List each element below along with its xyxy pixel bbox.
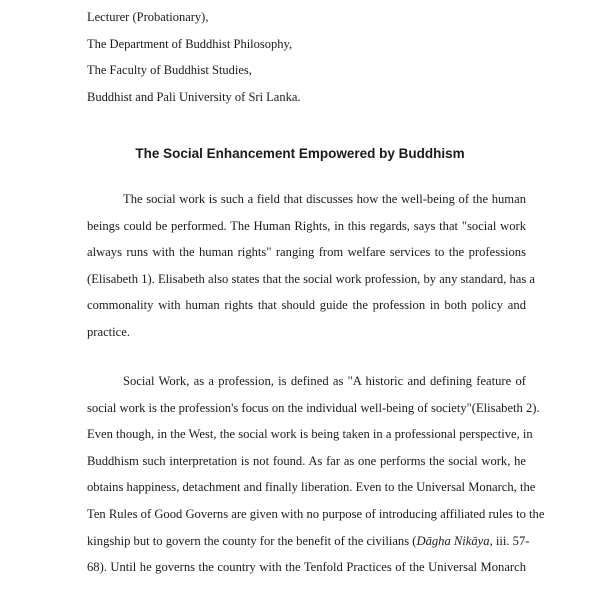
paragraph-line: practice. bbox=[87, 324, 130, 339]
paragraph-line: beings could be performed. The Human Rights, in this regards, says that "social work bbox=[87, 218, 526, 233]
paragraph-line-with-citation bbox=[87, 528, 530, 555]
paragraph-line: commonality with human rights that should guide the profession in both policy and bbox=[87, 298, 526, 313]
paragraph-line: Social Work, as a profession, is defined as "A historic and defining feature of bbox=[123, 374, 526, 388]
citation-reference: , iii. 57- bbox=[489, 533, 530, 548]
paragraph-line: obtains happiness, detachment and finally liberation. Even to the Universal Monarch, the bbox=[87, 480, 536, 495]
paragraph-line: Even though, in the West, the social work is being taken in a professional perspective, in bbox=[87, 427, 533, 442]
citation-lead-text: kingship but to govern the county for the benefit of the civilians ( bbox=[87, 533, 417, 548]
affiliation-university: Buddhist and Pali University of Sri Lanka. bbox=[87, 90, 301, 105]
paragraph-line: The social work is such a field that discusses how the well-being of the human bbox=[123, 192, 526, 206]
paragraph-line: 68). Until he governs the country with the Tenfold Practices of the Universal Monarch bbox=[87, 560, 526, 575]
paragraph-line: Buddhism such interpretation is not found. As far as one performs the social work, he bbox=[87, 453, 526, 468]
citation-source: Dāgha Nikāya bbox=[416, 533, 490, 548]
affiliation-department: The Department of Buddhist Philosophy, bbox=[87, 36, 293, 51]
paragraph-line: always runs with the human rights" ranging from welfare services to the professions bbox=[87, 245, 526, 260]
paragraph-line: Ten Rules of Good Governs are given with no purpose of introducing affiliated rules to the bbox=[87, 506, 545, 521]
affiliation-faculty: The Faculty of Buddhist Studies, bbox=[87, 63, 252, 78]
affiliation-position: Lecturer (Probationary), bbox=[87, 10, 209, 24]
paragraph-line: social work is the profession's focus on the individual well-being of society"(Elisabeth 2). bbox=[87, 400, 540, 415]
paragraph-2 bbox=[87, 368, 545, 581]
paragraph-line: (Elisabeth 1). Elisabeth also states that the social work profession, by any standard, has a bbox=[87, 271, 536, 286]
author-affiliation bbox=[87, 4, 301, 111]
article-title: The Social Enhancement Empowered by Buddhism bbox=[135, 146, 465, 161]
paragraph-1 bbox=[87, 186, 536, 346]
